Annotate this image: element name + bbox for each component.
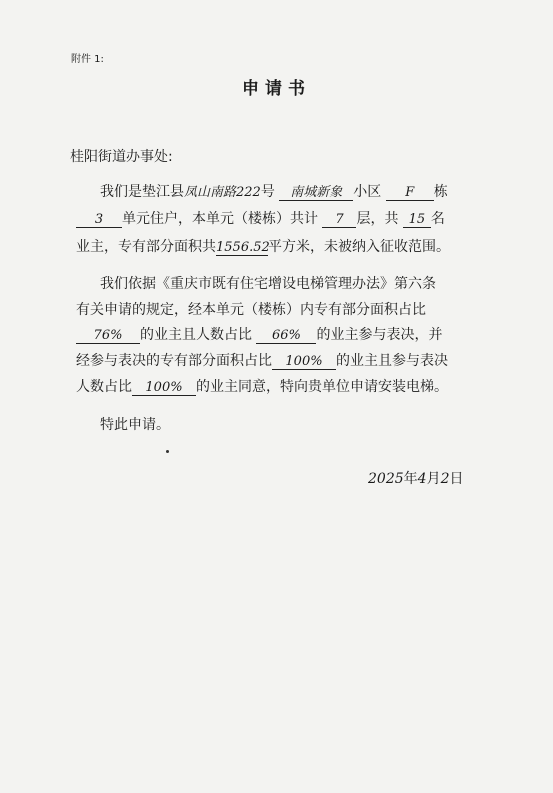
text: 平方米，未被纳入征收范围。 bbox=[268, 239, 450, 255]
text: 层，共 bbox=[356, 211, 399, 227]
text: 业主，专有部分面积共 bbox=[76, 239, 216, 255]
text: 单元住户，本单元（楼栋）共计 bbox=[122, 211, 318, 227]
signature-date bbox=[368, 468, 463, 488]
paragraph-2-line-4 bbox=[76, 350, 448, 370]
salutation: 桂阳街道办事处: bbox=[70, 149, 173, 165]
text: 的业主且人数占比 bbox=[140, 327, 252, 343]
paragraph-1-line-3 bbox=[76, 236, 450, 256]
owners-blank: 15 bbox=[403, 212, 431, 228]
ink-dot bbox=[166, 450, 169, 453]
date-day: 2 bbox=[440, 471, 450, 487]
floors-blank: 7 bbox=[322, 212, 356, 228]
text: 号 bbox=[260, 184, 275, 200]
community-blank: 南城新象 bbox=[279, 185, 353, 201]
date-year: 2025 bbox=[368, 471, 404, 487]
text: 经参与表决的专有部分面积占比 bbox=[76, 353, 272, 369]
text: 名 bbox=[430, 211, 445, 227]
closing-text: 特此申请。 bbox=[100, 417, 170, 433]
road-number-handwritten: 222 bbox=[236, 185, 261, 200]
area-ratio-blank: 76% bbox=[76, 328, 140, 344]
date-month-unit: 月 bbox=[426, 471, 441, 487]
paragraph-2-line-1: 我们依据《重庆市既有住宅增设电梯管理办法》第六条 bbox=[100, 276, 436, 292]
area-blank: 1556.52 bbox=[216, 240, 270, 255]
paragraph-2-line-3 bbox=[76, 324, 442, 344]
attachment-label: 附件 1: bbox=[71, 54, 104, 65]
people-ratio-blank: 66% bbox=[256, 328, 316, 344]
people-ratio-2-blank: 100% bbox=[132, 380, 196, 396]
page-title: 申请书 bbox=[242, 79, 311, 99]
text: 的业主参与表决，并 bbox=[316, 327, 443, 343]
paragraph-1-line-1 bbox=[100, 181, 448, 201]
date-month: 4 bbox=[417, 471, 427, 487]
building-blank: F bbox=[386, 185, 434, 201]
date-day-unit: 日 bbox=[449, 471, 464, 487]
road-handwritten: 凤山南路 bbox=[184, 185, 237, 200]
paragraph-2-line-5 bbox=[76, 376, 448, 396]
text: 栋 bbox=[433, 184, 448, 200]
text: 人数占比 bbox=[76, 379, 132, 395]
text: 小区 bbox=[353, 184, 382, 200]
paragraph-2-line-2: 有关申请的规定，经本单元（楼栋）内专有部分面积占比 bbox=[76, 302, 426, 318]
area-ratio-2-blank: 100% bbox=[272, 354, 336, 370]
date-year-unit: 年 bbox=[403, 471, 418, 487]
paragraph-1-line-2 bbox=[76, 208, 445, 228]
text: 我们是垫江县 bbox=[100, 184, 184, 200]
text: 的业主同意，特向贵单位申请安装电梯。 bbox=[196, 379, 448, 395]
text: 的业主且参与表决 bbox=[336, 353, 448, 369]
unit-blank: 3 bbox=[76, 212, 122, 228]
